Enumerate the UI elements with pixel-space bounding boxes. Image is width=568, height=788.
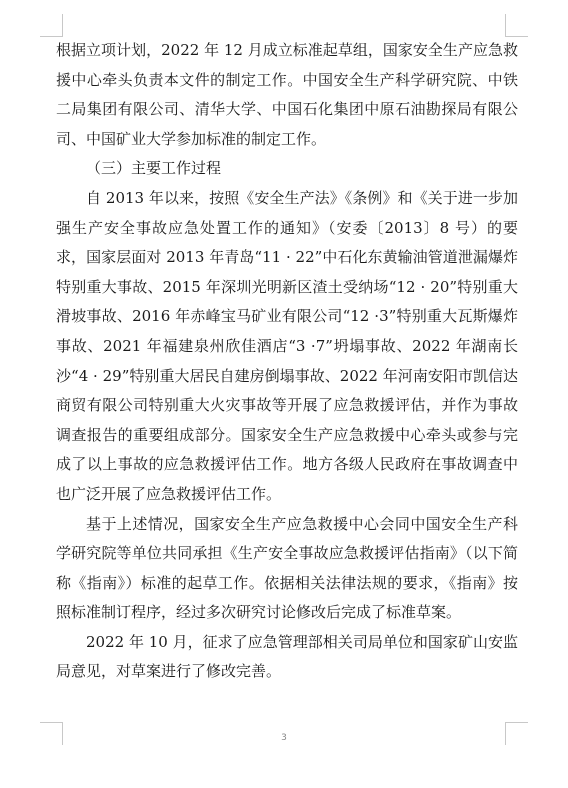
paragraph-background: 自 2013 年以来，按照《安全生产法》《条例》和《关于进一步加强生产安全事故应急处置工作的通知》（安委〔2013〕8 号）的要求，国家层面对 2013 年青岛“11 · 22”中石化东黄输油管道泄漏爆炸特别重大事故、2015 年深圳光明新区渣土受纳场“12 · 20”特别重大滑坡事故、2016 年赤峰宝马矿业有限公司“12 ·3”特别重大瓦斯爆炸事故、2021 年福建泉州欣佳酒店“3 ·7”坍塌事故、2022 年湖南长沙“4 · 29”特别重大居民自建房倒塌事故、2022 年河南安阳市凯信达商贸有限公司特别重大火灾事故等开展了应急救援评估，并作为事故调查报告的重要组成部分。国家安全生产应急救援中心牵头或参与完成了以上事故的应急救援评估工作。地方各级人民政府在事故调查中也广泛开展了应急救援评估工作。 bbox=[56, 188, 518, 503]
page-number: 3 bbox=[281, 733, 287, 743]
paragraph-consultation: 2022 年 10 月，征求了应急管理部相关司局单位和国家矿山安监局意见，对草案进行了修改完善。 bbox=[56, 632, 518, 681]
section-heading-main-process: （三）主要工作过程 bbox=[86, 159, 222, 178]
document-body bbox=[56, 36, 518, 687]
crop-mark-top-left bbox=[40, 14, 63, 37]
paragraph-drafting-work: 基于上述情况，国家安全生产应急救援中心会同中国安全生产科学研究院等单位共同承担《生产安全事故应急救援评估指南》（以下简称《指南》）标准的起草工作。依据相关法律法规的要求，《指南》按照标准制订程序，经过多次研究讨论修改后完成了标准草案。 bbox=[56, 514, 518, 622]
paragraph-drafting-group: 根据立项计划，2022 年 12 月成立标准起草组，国家安全生产应急救援中心牵头负责本文件的制定工作。中国安全生产科学研究院、中铁二局集团有限公司、清华大学、中国石化集团中原石油勘探局有限公司、中国矿业大学参加标准的制定工作。 bbox=[56, 41, 518, 148]
crop-mark-top-right bbox=[505, 14, 528, 37]
